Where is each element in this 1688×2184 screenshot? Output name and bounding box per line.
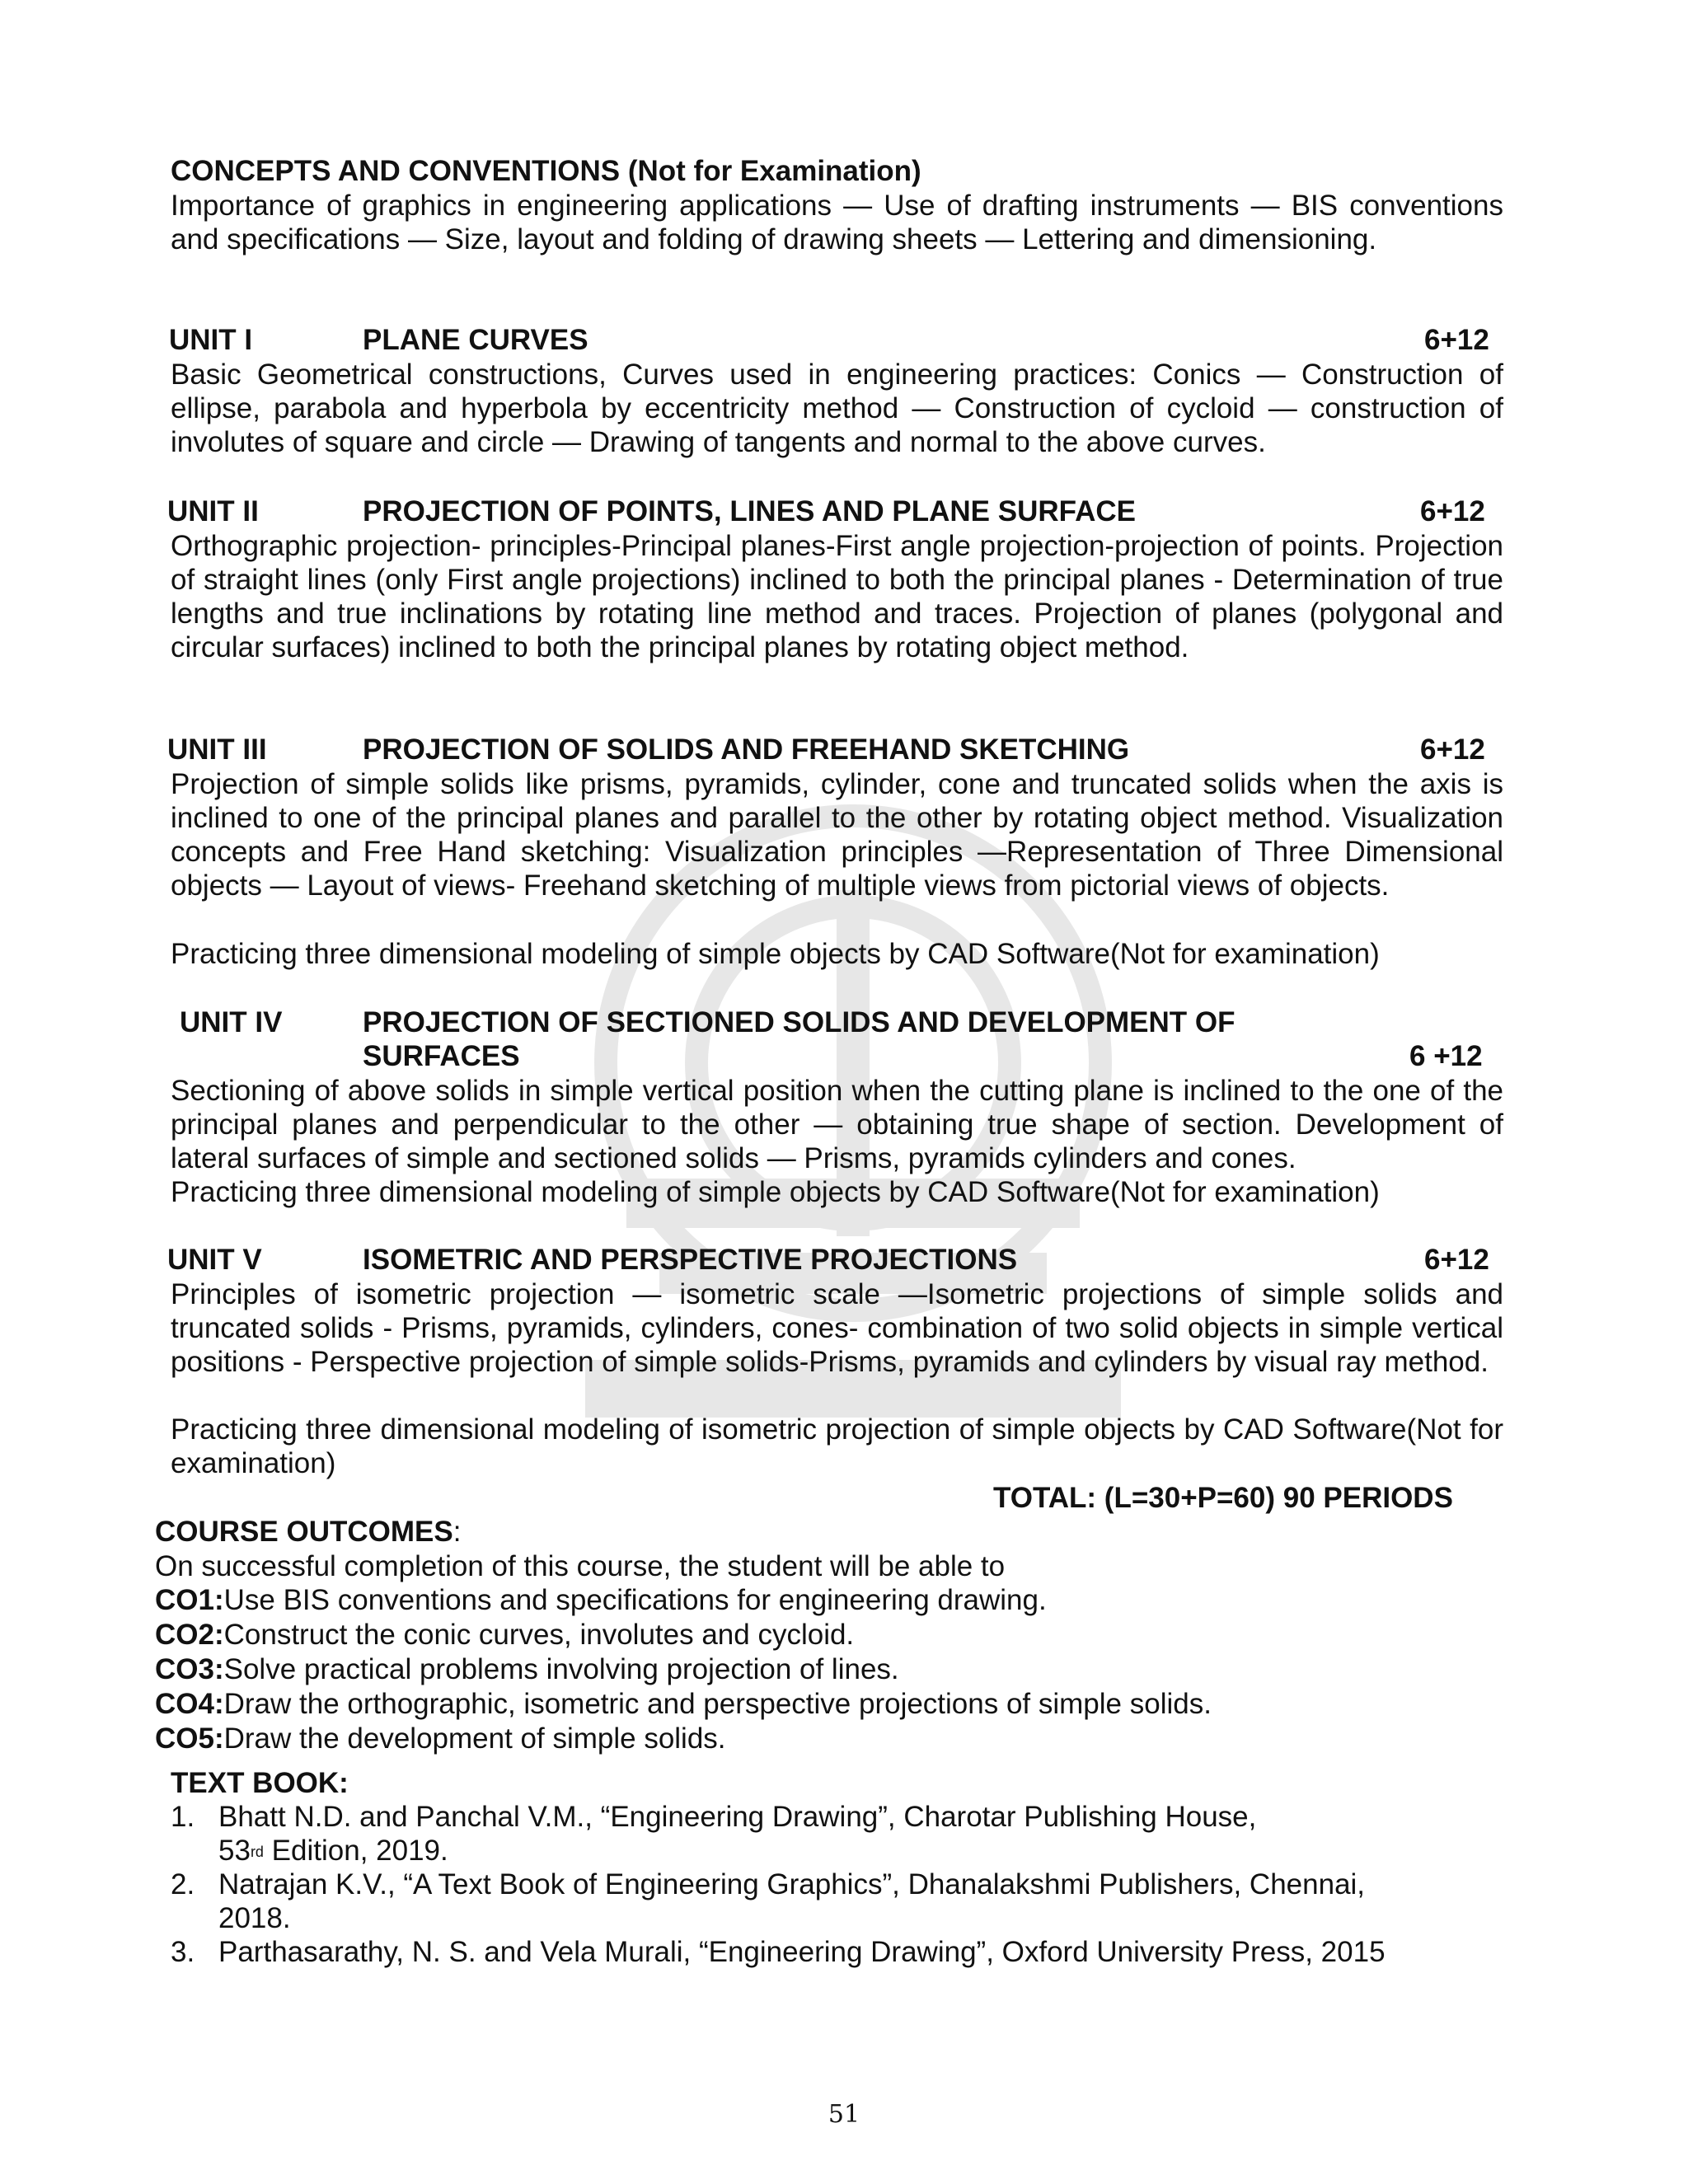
edition-superscript: rd bbox=[250, 1844, 264, 1860]
outcome-text: Draw the orthographic, isometric and perspective projections of simple solids. bbox=[223, 1688, 1212, 1720]
unit-3-note: Practicing three dimensional modeling of simple objects by CAD Software(Not for examination) bbox=[171, 938, 1380, 970]
unit-4-title-line-2: SURFACES bbox=[363, 1040, 520, 1072]
textbook-item-line-2: 2018. bbox=[218, 1902, 291, 1934]
outcome-item bbox=[155, 1722, 726, 1756]
unit-4-title-line-1: PROJECTION OF SECTIONED SOLIDS AND DEVELOPMENT OF bbox=[363, 1006, 1236, 1038]
unit-3-title: PROJECTION OF SOLIDS AND FREEHAND SKETCHING bbox=[363, 733, 1130, 766]
outcome-text: Draw the development of simple solids. bbox=[223, 1722, 726, 1755]
course-outcomes-colon: : bbox=[452, 1516, 462, 1548]
unit-4-label: UNIT IV bbox=[180, 1006, 283, 1038]
unit-2-hours: 6+12 bbox=[1420, 495, 1485, 527]
textbook-item-number: 1. bbox=[171, 1801, 195, 1833]
course-outcomes-intro: On successful completion of this course, the student will be able to bbox=[155, 1550, 1006, 1582]
concepts-heading: CONCEPTS AND CONVENTIONS (Not for Examination) bbox=[171, 155, 921, 187]
outcome-label: CO4: bbox=[155, 1688, 224, 1720]
textbook-item-line-1: Natrajan K.V., “A Text Book of Engineering Graphics”, Dhanalakshmi Publishers, Chennai, bbox=[218, 1868, 1366, 1900]
outcome-item bbox=[155, 1652, 899, 1687]
unit-2-title: PROJECTION OF POINTS, LINES AND PLANE SURFACE bbox=[363, 495, 1136, 527]
unit-5-title: ISOMETRIC AND PERSPECTIVE PROJECTIONS bbox=[363, 1244, 1018, 1276]
unit-3-hours: 6+12 bbox=[1420, 733, 1485, 766]
unit-2-body: Orthographic projection- principles-Principal planes-First angle projection-projection of points. Projection of straight lines (only First angle projections) inclined to both the principal planes - Determination of true lengths and true inclinations by rotating line method and traces. Projection of planes (polygonal and circular surfaces) inclined to both the principal planes by rotating object method. bbox=[171, 530, 1503, 663]
outcome-item bbox=[155, 1618, 854, 1652]
textbook-item-line-1: Bhatt N.D. and Panchal V.M., “Engineering Drawing”, Charotar Publishing House, bbox=[218, 1801, 1257, 1833]
outcome-label: CO2: bbox=[155, 1619, 224, 1651]
unit-4-note: Practicing three dimensional modeling of simple objects by CAD Software(Not for examination) bbox=[171, 1176, 1380, 1208]
outcome-label: CO3: bbox=[155, 1653, 224, 1685]
unit-1-label: UNIT I bbox=[169, 324, 253, 356]
unit-3-label: UNIT III bbox=[167, 733, 267, 766]
unit-2-label: UNIT II bbox=[167, 495, 259, 527]
unit-5-body: Principles of isometric projection — isometric scale —Isometric projections of simple solids and truncated solids - Prisms, pyramids, cylinders, cones- combination of two solid objects in simple vertical positions - Perspective projection of simple solids-Prisms, pyramids and cylinders by visual ray method. bbox=[171, 1278, 1503, 1378]
unit-5-hours: 6+12 bbox=[1424, 1244, 1489, 1276]
unit-4-hours: 6 +12 bbox=[1409, 1040, 1483, 1072]
edition-number: 53 bbox=[218, 1835, 251, 1867]
outcome-item bbox=[155, 1583, 1047, 1618]
textbook-item-number: 3. bbox=[171, 1936, 195, 1968]
unit-1-hours: 6+12 bbox=[1424, 324, 1489, 356]
edition-text: Edition, 2019. bbox=[263, 1835, 448, 1867]
textbook-item-line-1: Parthasarathy, N. S. and Vela Murali, “Engineering Drawing”, Oxford University Press, 2015 bbox=[218, 1936, 1386, 1968]
course-outcomes-title: COURSE OUTCOMES bbox=[155, 1516, 453, 1548]
outcome-label: CO5: bbox=[155, 1722, 224, 1755]
unit-1-body: Basic Geometrical constructions, Curves used in engineering practices: Conics — Construction of ellipse, parabola and hyperbola by eccentricity method — Construction of cycloid — construction of involutes of square and circle — Drawing of tangents and normal to the above curves. bbox=[171, 359, 1503, 458]
outcome-item bbox=[155, 1687, 1212, 1722]
unit-3-body: Projection of simple solids like prisms, pyramids, cylinder, cone and truncated solids when the axis is inclined to one of the principal planes and parallel to the other by rotating object method. Visualization concepts and Free Hand sketching: Visualization principles —Representation of Three Dimensional objects — Layout of views- Freehand sketching of multiple views from pictorial views of objects. bbox=[171, 768, 1503, 902]
outcome-text: Use BIS conventions and specifications for engineering drawing. bbox=[223, 1584, 1047, 1616]
outcome-text: Construct the conic curves, involutes and cycloid. bbox=[223, 1619, 855, 1651]
page-number: 51 bbox=[828, 2100, 860, 2129]
unit-5-note: Practicing three dimensional modeling of isometric projection of simple objects by CAD Software(Not for examination) bbox=[171, 1413, 1503, 1479]
outcome-text: Solve practical problems involving projection of lines. bbox=[223, 1653, 899, 1685]
concepts-body: Importance of graphics in engineering applications — Use of drafting instruments — BIS conventions and specifications — Size, layout and folding of drawing sheets — Lettering and dimensioning. bbox=[171, 190, 1503, 255]
textbook-heading: TEXT BOOK: bbox=[171, 1767, 349, 1799]
textbook-item-line-2 bbox=[218, 1834, 448, 1872]
unit-4-body: Sectioning of above solids in simple vertical position when the cutting plane is inclined to the one of the principal planes and perpendicular to the other — obtaining true shape of section. Development of lateral surfaces of simple and sectioned solids — Prisms, pyramids cylinders and cones. bbox=[171, 1075, 1503, 1174]
outcome-label: CO1: bbox=[155, 1584, 224, 1616]
unit-1-title: PLANE CURVES bbox=[363, 324, 588, 356]
unit-5-label: UNIT V bbox=[167, 1244, 262, 1276]
course-outcomes-heading bbox=[155, 1515, 461, 1549]
textbook-item-number: 2. bbox=[171, 1868, 195, 1900]
total-periods: TOTAL: (L=30+P=60) 90 PERIODS bbox=[993, 1482, 1453, 1514]
